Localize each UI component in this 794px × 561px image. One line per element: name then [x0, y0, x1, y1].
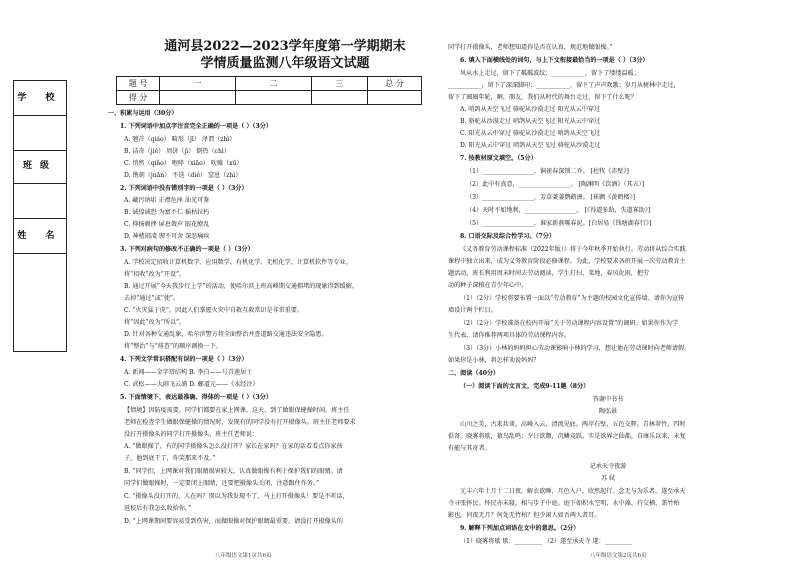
passage-line: 有能与其奇者。 — [448, 445, 491, 452]
option-line: B. 洁奇（jié） 周济（jì） 倒热（chì） — [124, 148, 230, 155]
passage-line: 寺寻张怀民。怀民亦未寝，相与步于中庭。庭下如积水空明，水中藻、荇交横，盖竹柏 — [448, 500, 680, 507]
passage-line: 留下了圈圈年轮，啊，朋友，我们从时代的舞台走过，留下了什么呢？ — [448, 94, 637, 101]
score-cell[interactable] — [160, 91, 236, 105]
question-stem: 6. 填入下面横线处的词句，与上下文衔接最恰当的一项是（ ）（3分） — [460, 57, 649, 64]
passage-line: （3）（3分）小林的妈妈担心劳动课影响小林的学习，想让他在劳动课时向老师请假。 — [460, 345, 691, 352]
passage-line: 【情境】因防疫需要，同学们都要在家上网课。这天，到了做眼保健操时间，班主任 — [124, 407, 350, 414]
passage-line: 墙设计两个栏目。 — [448, 307, 497, 314]
fill-blank-line: （4）天时不如地利，_________________。 [《得道多助，失道寡助》] — [466, 207, 651, 214]
score-header-cell: 总 分 — [368, 77, 422, 91]
option-line: A. “做眼操了，有的同学摄像头怎么没打开？家长在家吗？在家的话看看点你家孩 — [124, 443, 343, 450]
question-stem: 9. 解释下列加点词语在文中的意思。（2分） — [460, 525, 580, 532]
passage-line: 老师在检查学生做眼保健操的情况时，发现有的同学没有打开摄像头。班主任老师要求 — [124, 419, 356, 426]
question-stem: 4. 下列文学常识搭配有误的一项是（ ）（3分） — [120, 356, 248, 363]
option-line: 返校后有我怎么收拾你。” — [124, 505, 192, 512]
score-header-cell: 一 — [160, 77, 236, 91]
page-footer-right: 八年级语文第2页共6页 — [590, 553, 647, 559]
passage-line: 影也。何夜无月？何处无竹柏？但少闲人如吾两人者耳。 — [448, 512, 601, 519]
option-line: B. 骆驼从沙漠走过 哨鸽从天空飞过 阳光从云中穿过 — [460, 118, 601, 125]
text-title: 记承天寺夜游 — [589, 463, 627, 470]
passage-line: 风从水上走过，留下了粼粼波纹；___________，留下了缕缕温暖； — [460, 70, 640, 77]
class-input-cell[interactable] — [14, 183, 66, 219]
fill-blank-line: （1）晓雾将歇 歇：_________ （2）遂至承天寺 遂：_________ — [460, 538, 633, 545]
option-line: C. 阳光从云中穿过 骆驼从沙漠走过 哨鸽从天空飞过 — [460, 130, 601, 137]
score-cell[interactable] — [312, 91, 368, 105]
passage-line: 题活动，班长利用周末时间去劳动阅读，学生打扫、菜地，春风化雨，把劳 — [448, 270, 650, 277]
option-line: D. “上网课期间要容易受到伤害，而做眼操对保护眼睛最重要，请没打开摄像头的 — [124, 518, 343, 525]
name-label: 姓 名 — [17, 231, 63, 241]
class-label: 班级 — [22, 161, 57, 171]
option-line: 将“因此”改为“所以”。 — [124, 319, 186, 326]
question-stem: 5. 下面情境下，表达最准确、得体的一项是（ ）（3分） — [120, 394, 272, 401]
score-table — [116, 76, 422, 105]
option-line: 子，他到底干了，你笑那来不及。” — [124, 455, 216, 462]
subsection-heading: （一）阅读下面的文言文，完成9-11题（8分） — [460, 383, 590, 390]
option-line: A. 学校决定招收计算机数学、应用数学、有机化学、无机化学、计算机软件等专业。 — [124, 259, 352, 266]
option-line: C. 抑扬顿挫 屏息敛声 眼花缭乱 — [124, 221, 210, 228]
question-stem: 1. 下列词语中加点字注音完全正确的一项是（ ）（3分） — [120, 123, 272, 130]
option-line: 将“整治”与“排查”的顺序调换一下。 — [124, 343, 222, 350]
option-line: 将“招收”改为“开设”。 — [124, 271, 186, 278]
option-line: A. 翘首（qiáo） 畸形（jī） 泽谓（zhì） — [124, 136, 236, 143]
text-author: 陶弘景 — [598, 408, 618, 415]
option-line: B. 通过开展“今天我步行上学”的活动，使哈尔滨上班高峰期交通拥堵的现象得到缓解。 — [124, 283, 358, 290]
question-stem: 2. 下列词语中没有错别字的一项是（ ）（3分） — [120, 185, 248, 192]
page-footer-left: 八年级语文第1页共6页 — [215, 553, 272, 559]
option-line: C. “摄像头没打开的，人在吗？别以为我发现不了，马上打开摄像头！要是不听话， — [124, 493, 349, 500]
passage-line: 如果你是小林，将怎样劝说妈妈？ — [448, 357, 540, 364]
option-line: D. 镌刻（juān） 不迭（dié） 窒息（zhì） — [124, 172, 242, 179]
exam-title-line1: 通河县2022—2023学年度第一学期期末 — [164, 39, 406, 54]
score-header-cell: 三 — [312, 77, 368, 91]
question-stem: 7. 按教材原文填空。（5分） — [460, 155, 537, 162]
option-line: 同学们做眼操时，一定要闭上眼睛，还要把摄像头关闭，注意跟住作务。” — [124, 480, 320, 487]
fill-blank-line: （2）此中有真意，_________________。 [陶渊明《饮酒》（其五）] — [466, 181, 645, 188]
passage-line: 动的种子深植在青少年心中。 — [448, 282, 528, 289]
option-line: C. 武松——大闹飞云浦 D. 郦道元——《水经注》 — [124, 381, 259, 388]
school-label: 学 校 — [17, 93, 63, 103]
text-title: 答谢中书书 — [592, 396, 624, 403]
score-row-label: 得 分 — [117, 91, 160, 105]
question-stem: 8. 口语交际及综合性学习。（7分） — [460, 233, 555, 240]
section-heading: 二、阅读（40分） — [448, 370, 500, 377]
option-line: B. “同学们，上网课对我们眼睛损害较大，认真做眼操有利于保护我们的眼睛。请 — [124, 468, 343, 475]
passage-line: 生代表，请你推荐两项具体的劳动课程内容。 — [448, 332, 570, 339]
passage-line: 《义务教育劳动课程标准（2022年版）》将于今年秋季开始执行。劳动将从综合实践 — [460, 246, 686, 253]
passage-line: 俱备。晓雾将歇，猿鸟乱鸣；夕日欲颓，沉鳞竞跃。实是欲界之仙都。自康乐以来，未复 — [448, 433, 686, 440]
score-header-cell: 题 号 — [117, 77, 160, 91]
passage-line: （2）（2分）学校准备在校内开展“关于劳动课程内容设置”的调研。如果你作为学 — [460, 320, 679, 327]
passage-line: 没打开摄像头的同学打开摄像头，班主任老师说： — [124, 431, 259, 438]
score-header-cell: 二 — [236, 77, 312, 91]
passage-line: 山川之美，古来共谈。高峰入云，清流见底。两岸石壁，五色交辉。青林翠竹，四时 — [460, 421, 686, 428]
option-line: D. 针对各种交通乱象，哈尔滨警方将全面整治并查道路交通违法安全隐患。 — [124, 331, 328, 338]
option-line: C. “火灾猛于虎”，因此人们掌握火灾中自救互救常识是非常重要。 — [124, 307, 304, 314]
passage-line: ___________，留下了深深脚印；___________，留下了声声欢歌；岁月从树林中走过， — [448, 82, 680, 89]
passage-line: 元丰六年十月十二日夜，解衣欲睡，月色入户，欣然起行。念无与为乐者，遂至承天 — [460, 488, 686, 495]
option-line: D. 神楂闹凌 锲不可舍 深恶痛疾 — [124, 233, 210, 240]
question-stem: 3. 下列对病句的修改不正确的一项是（ ）（3分） — [120, 246, 254, 253]
option-line: A. 哨鸽从天空飞过 骆驼从沙漠走过 阳光从云中穿过 — [460, 106, 601, 113]
passage-line: 同学打开摄像头，老师想知道你是否在认真、规范地做眼操。” — [448, 44, 613, 51]
exam-title-line2: 学情质量监测八年级语文试题 — [200, 56, 370, 71]
section-heading: 一、积累与运用（30分） — [108, 110, 178, 117]
score-cell[interactable] — [368, 91, 422, 105]
option-line: 去掉“通过”或“使”。 — [124, 295, 180, 302]
option-line: D. 阳光从云中穿过 哨鸽从天空飞过 骆驼从沙漠走过 — [460, 142, 601, 149]
score-cell[interactable] — [236, 91, 312, 105]
passage-line: 课程中独立出来，成为义务教育阶段必修课程。为此，学校要求各班开展一次劳动教育主 — [448, 258, 686, 265]
fill-blank-line: （3）_________________，芳草萋萋鹦鹉洲。 [崔颢《黄鹤楼》] — [466, 194, 636, 201]
option-line: B. 诚惶诚恐 为富不仁 摇枯拉朽 — [124, 209, 210, 216]
text-author: 苏 轼 — [600, 475, 616, 482]
student-info-box — [13, 80, 67, 352]
fill-blank-line: （5）_________________，谁家新燕啄春泥。[白居易《钱塘湖春行》] — [466, 220, 652, 227]
option-line: C. 悄然（qiǎo） 咆哮（xiāo） 吹嘘（xū） — [124, 160, 243, 167]
option-line: A. 新闻——金字塔结构 B. 李白——号青莲居士 — [124, 369, 253, 376]
fill-blank-line: （1）_________________，铜雀春深锁二乔。 [杜牧《赤壁》] — [466, 168, 629, 175]
passage-line: （1）（2分）学校将要布置一面以“劳动教育”为主题的校园文化宣传墙。请你为宣传 — [460, 295, 685, 302]
option-line: A. 藏污纳垢 正襟危座 油光可鉴 — [124, 197, 210, 204]
name-input-cell[interactable] — [14, 253, 66, 350]
school-input-cell[interactable] — [14, 115, 66, 151]
